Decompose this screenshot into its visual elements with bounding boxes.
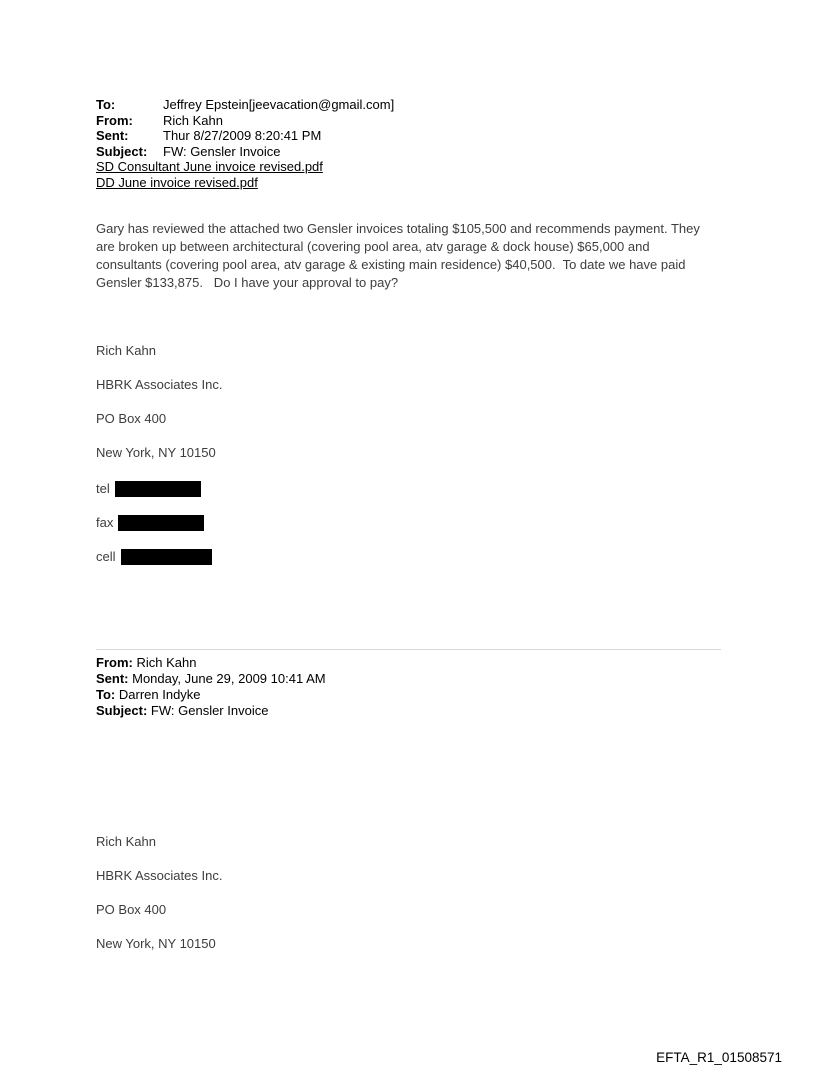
signature-line-pobox: PO Box 400	[96, 902, 167, 917]
forwarded-row-to	[96, 687, 721, 703]
contact-row-cell	[96, 548, 222, 565]
forwarded-signature	[96, 835, 222, 971]
forwarded-row-sent	[96, 671, 721, 687]
attachment-list	[96, 159, 394, 190]
header-field-label: From:	[96, 112, 133, 128]
email-header-row-sent	[96, 128, 394, 144]
redaction-bar	[121, 549, 212, 565]
header-field-value: Darren Indyke	[118, 687, 201, 702]
attachment-link[interactable]: SD Consultant June invoice revised.pdf	[96, 159, 323, 174]
header-field-label: Subject:	[96, 703, 148, 718]
email-signature	[96, 344, 222, 582]
header-field-label: To:	[96, 97, 116, 112]
email-body: Gary has reviewed the attached two Gensler invoices totaling $105,500 and recommends payment. They are broken up between architectural (covering pool area, atv garage & dock house) $65,000 and consultants (covering pool area, atv garage & existing main residence) $40,500. To date we have paid Gensler $133,875. Do I have your approval to pay?	[96, 221, 704, 290]
signature-line-name: Rich Kahn	[96, 834, 156, 849]
signature-line-company: HBRK Associates Inc.	[96, 377, 223, 392]
signature-line-name: Rich Kahn	[96, 343, 156, 358]
header-field-value: Thur 8/27/2009 8:20:41 PM	[163, 128, 322, 143]
attachment-link[interactable]: DD June invoice revised.pdf	[96, 174, 258, 190]
header-field-value: FW: Gensler Invoice	[163, 143, 281, 159]
signature-line-city: New York, NY 10150	[96, 445, 216, 460]
contact-label-fax: fax	[96, 515, 114, 530]
bates-number: EFTA_R1_01508571	[656, 1050, 782, 1065]
signature-line-company: HBRK Associates Inc.	[96, 868, 223, 883]
signature-line-pobox: PO Box 400	[96, 411, 167, 426]
header-field-value: Rich Kahn	[136, 655, 197, 670]
header-field-label: Sent:	[96, 671, 129, 686]
signature-line-city: New York, NY 10150	[96, 936, 216, 951]
forwarded-row-from	[96, 655, 721, 671]
header-field-label: Sent:	[96, 128, 129, 143]
forwarded-row-subject	[96, 703, 721, 719]
header-field-label: From:	[96, 655, 133, 670]
email-header-row-from	[96, 113, 394, 129]
contact-row-tel	[96, 480, 222, 497]
header-field-value: FW: Gensler Invoice	[150, 703, 269, 718]
contact-label-cell: cell	[96, 549, 116, 564]
header-field-value: Monday, June 29, 2009 10:41 AM	[132, 671, 326, 686]
header-field-value: Jeffrey Epstein[jeevacation@gmail.com]	[163, 97, 395, 112]
contact-label-tel: tel	[96, 481, 110, 496]
header-field-value: Rich Kahn	[163, 112, 223, 128]
email-header	[96, 97, 394, 190]
header-field-label: Subject:	[96, 143, 148, 159]
email-header-row-to	[96, 97, 394, 113]
redaction-bar	[118, 515, 204, 531]
forwarded-message-header	[96, 649, 721, 719]
contact-row-fax	[96, 514, 222, 531]
header-field-label: To:	[96, 687, 116, 702]
email-header-row-subject	[96, 144, 394, 160]
redaction-bar	[115, 481, 201, 497]
